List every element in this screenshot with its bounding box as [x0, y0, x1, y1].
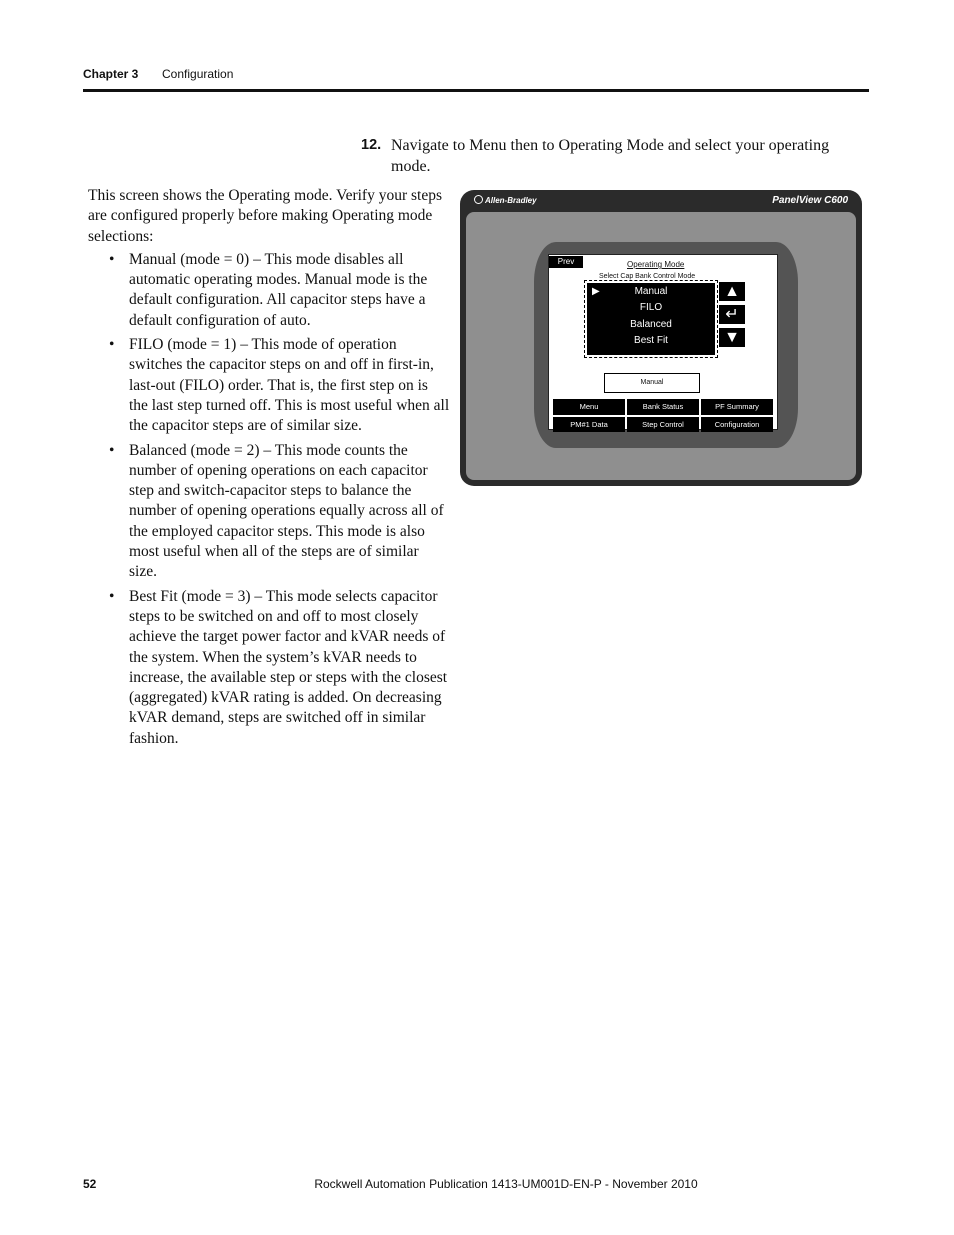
ab-logo-icon: [474, 195, 483, 204]
screen-title: Operating Mode: [627, 260, 685, 269]
bullet-icon: •: [109, 250, 115, 268]
option-filo[interactable]: FILO: [639, 302, 663, 313]
step-12: [361, 135, 841, 177]
publication-footer: Rockwell Automation Publication 1413-UM001D-EN-P - November 2010: [314, 1177, 698, 1191]
option-balanced[interactable]: Balanced: [630, 319, 672, 330]
prev-button[interactable]: Prev: [549, 256, 583, 268]
nav-configuration-button[interactable]: Configuration: [701, 417, 773, 432]
brand-logo: Allen-Bradley: [474, 195, 537, 205]
intro-paragraph: This screen shows the Operating mode. Verify your steps are configured properly before making Operating mode selections:: [88, 187, 442, 245]
panelview-device: [460, 190, 862, 486]
mode-list: [88, 250, 450, 749]
header-rule: [83, 89, 869, 92]
selected-mode-display: Manual: [604, 373, 700, 393]
body-column: [88, 186, 450, 753]
device-screen: [548, 254, 778, 430]
list-item: • Best Fit (mode = 3) – This mode selects capacitor steps to be switched on and off to most closely achieve the target power factor and kVAR needs of the system. When the system’s kVAR needs to increase, the available step or steps with the closest (aggregated) kVAR rating is added. On decreasing kVAR demand, steps are switched off in similar fashion.: [109, 587, 448, 747]
nav-menu-button[interactable]: Menu: [553, 399, 625, 415]
nav-pm1-data-button[interactable]: PM#1 Data: [553, 417, 625, 432]
section-label: Configuration: [162, 67, 234, 81]
enter-button[interactable]: ↵: [719, 305, 745, 324]
selection-arrow-icon: ▶: [592, 286, 600, 297]
nav-pf-summary-button[interactable]: PF Summary: [701, 399, 773, 415]
step-number: 12.: [361, 137, 382, 153]
nav-bank-status-button[interactable]: Bank Status: [627, 399, 699, 415]
nav-step-control-button[interactable]: Step Control: [627, 417, 699, 432]
option-manual[interactable]: Manual: [634, 286, 668, 297]
screen-subtitle: Select Cap Bank Control Mode: [599, 273, 696, 280]
mode-selector-list[interactable]: [587, 283, 715, 355]
list-item: • FILO (mode = 1) – This mode of operation switches the capacitor steps on and off in first-in, last-out (FILO) order. That is, the first step on is the last step turned off. This is most useful when all the capacitor steps are of similar size.: [109, 336, 450, 435]
list-item: • Manual (mode = 0) – This mode disables all automatic operating modes. Manual mode is the default configuration. All capacitor steps have a default configuration of auto.: [109, 250, 428, 329]
model-label: PanelView C600: [772, 195, 848, 206]
chapter-label: Chapter 3: [83, 67, 139, 81]
option-best-fit[interactable]: Best Fit: [634, 335, 668, 346]
bullet-icon: •: [109, 587, 115, 605]
list-item: • Balanced (mode = 2) – This mode counts the number of opening operations on each capacitor step and switch-capacitor steps to balance the number of opening operations equally across all of the employed capacitor steps. This mode is also most useful when all of the steps are of similar size.: [109, 441, 444, 581]
bullet-icon: •: [109, 441, 115, 459]
bullet-icon: •: [109, 336, 115, 354]
down-arrow-button[interactable]: ▼: [719, 328, 745, 347]
page-number: 52: [83, 1177, 97, 1191]
step-text: Navigate to Menu then to Operating Mode and select your operating mode.: [391, 137, 830, 175]
up-arrow-button[interactable]: ▲: [719, 282, 745, 301]
